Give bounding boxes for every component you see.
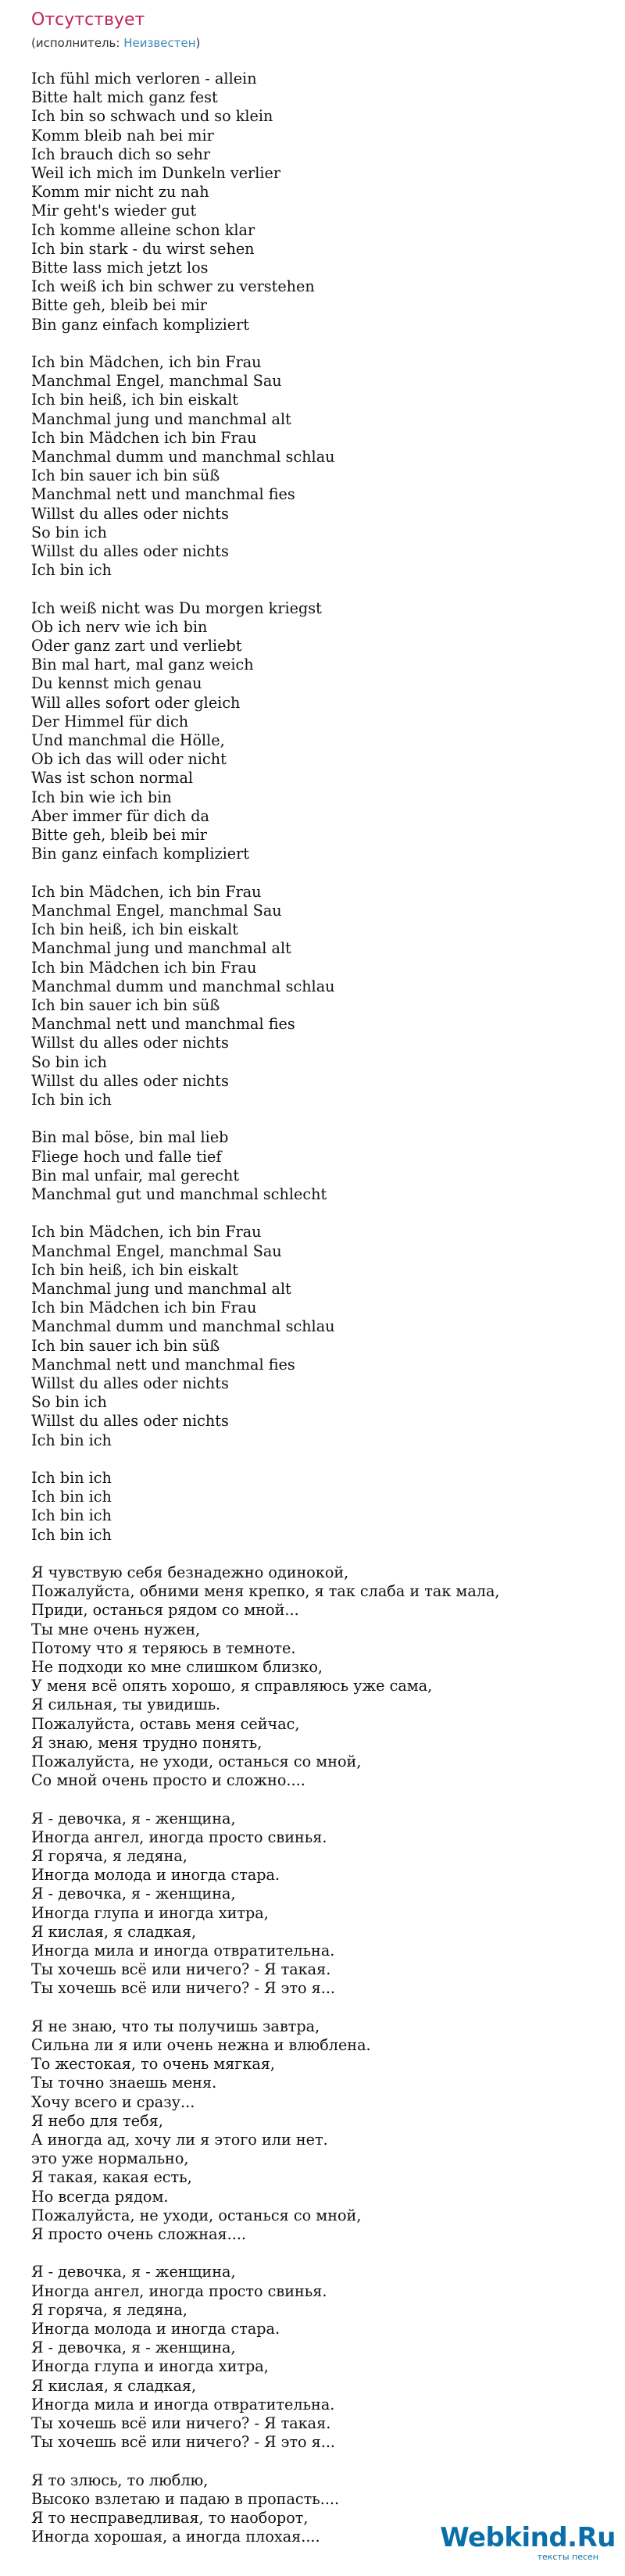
lyric-line: Ob ich nerv wie ich bin	[31, 617, 208, 636]
lyric-line: So bin ich	[31, 523, 107, 541]
lyric-line: Я знаю, меня трудно понять,	[31, 1733, 262, 1752]
lyric-line: Ich bin stark - du wirst sehen	[31, 239, 255, 258]
lyric-line: Ich bin heiß, ich bin eiskalt	[31, 391, 238, 409]
lyric-line: Ich bin ich	[31, 561, 112, 580]
lyric-line: Und manchmal die Hölle,	[31, 731, 225, 750]
lyric-line: Иногда мила и иногда отвратительна.	[31, 1941, 335, 1960]
lyric-line: Ich bin Mädchen, ich bin Frau	[31, 353, 262, 372]
lyric-line: Ich bin ich	[31, 1431, 112, 1449]
lyric-line: Ты хочешь всё или ничего? - Я такая.	[31, 1960, 331, 1979]
lyric-line: Иногда мила и иногда отвратительна.	[31, 2395, 335, 2413]
performer-suffix: )	[195, 36, 201, 50]
lyric-line: Ich bin ich	[31, 1525, 112, 1544]
lyric-line: Komm bleib nah bei mir	[31, 126, 214, 145]
lyrics-stanza	[31, 1810, 594, 1999]
lyric-line: Я то злюсь, то люблю,	[31, 2471, 209, 2489]
lyric-line: Я кислая, я сладкая,	[31, 1922, 197, 1941]
lyric-line: Willst du alles oder nichts	[31, 1374, 229, 1392]
lyric-line: Manchmal gut und manchmal schlecht	[31, 1184, 327, 1203]
lyrics-stanza	[31, 1563, 594, 1790]
lyric-line: Ich bin wie ich bin	[31, 788, 172, 806]
lyric-line: Я сильная, ты увидишь.	[31, 1695, 221, 1714]
lyric-line: Ich bin sauer ich bin süß	[31, 1336, 220, 1355]
lyric-line: Не подходи ко мне слишком близко,	[31, 1657, 323, 1676]
lyric-line: Manchmal dumm und manchmal schlau	[31, 1317, 335, 1336]
lyric-line: Bitte geh, bleib bei mir	[31, 296, 207, 315]
lyric-line: То жестокая, то очень мягкая,	[31, 2055, 276, 2074]
lyric-line: Willst du alles oder nichts	[31, 1034, 229, 1052]
lyric-line: Ты хочешь всё или ничего? - Я это я...	[31, 1979, 336, 1998]
lyric-line: Иногда молода и иногда стара.	[31, 2320, 280, 2338]
lyric-line: Ich bin so schwach und so klein	[31, 107, 273, 126]
lyric-line: Bin mal böse, bin mal lieb	[31, 1128, 229, 1147]
lyric-line: Ich bin ich	[31, 1468, 112, 1487]
lyric-line: Ich brauch dich so sehr	[31, 145, 211, 163]
lyrics-body	[31, 70, 594, 2566]
lyric-line: Ich bin sauer ich bin süß	[31, 466, 220, 485]
lyric-line: Mir geht's wieder gut	[31, 202, 197, 220]
lyric-line: Я кислая, я сладкая,	[31, 2376, 197, 2395]
lyric-line: Bitte halt mich ganz fest	[31, 88, 218, 107]
lyrics-stanza	[31, 599, 594, 864]
lyric-line: А иногда ад, хочу ли я этого или нет.	[31, 2131, 328, 2149]
lyric-line: Willst du alles oder nichts	[31, 1412, 229, 1431]
lyric-line: Иногда глупа и иногда хитра,	[31, 1903, 269, 1922]
lyric-line: Ich bin ich	[31, 1506, 112, 1525]
lyric-line: Пожалуйста, не уходи, останься со мной,	[31, 1752, 362, 1770]
lyric-line: Иногда ангел, иногда просто свинья.	[31, 1827, 327, 1846]
lyric-line: Хочу всего и сразу...	[31, 2092, 195, 2111]
lyric-line: Der Himmel für dich	[31, 712, 189, 731]
lyric-line: Я - девочка, я - женщина,	[31, 1809, 236, 1827]
webkind-logo: Webkind.Ru	[440, 2522, 616, 2553]
lyric-line: Ты мне очень нужен,	[31, 1620, 201, 1638]
lyric-line: Я горяча, я ледяна,	[31, 2300, 188, 2319]
lyric-line: Приди, останься рядом со мной...	[31, 1601, 299, 1620]
lyric-line: Manchmal nett und manchmal fies	[31, 485, 295, 504]
performer-prefix: (исполнитель:	[31, 36, 124, 50]
lyric-line: Du kennst mich genau	[31, 674, 202, 693]
lyric-line: Manchmal dumm und manchmal schlau	[31, 448, 335, 466]
lyric-line: Пожалуйста, оставь меня сейчас,	[31, 1714, 300, 1733]
lyrics-stanza	[31, 1128, 594, 1204]
performer-link[interactable]: Неизвестен	[123, 36, 196, 50]
lyric-line: Manchmal nett und manchmal fies	[31, 1015, 295, 1034]
lyric-line: Manchmal jung und manchmal alt	[31, 1279, 291, 1298]
lyric-line: Ich fühl mich verloren - allein	[31, 70, 257, 88]
lyric-line: Manchmal jung und manchmal alt	[31, 409, 291, 428]
lyrics-stanza	[31, 2263, 594, 2452]
lyric-line: Ich bin Mädchen ich bin Frau	[31, 1299, 257, 1317]
lyric-line: Я - девочка, я - женщина,	[31, 1885, 236, 1903]
lyrics-stanza	[31, 70, 594, 334]
lyric-line: Oder ganz zart und verliebt	[31, 637, 242, 656]
lyric-line: Bin mal unfair, mal gerecht	[31, 1166, 240, 1184]
lyric-line: Ich bin sauer ich bin süß	[31, 995, 220, 1014]
lyric-line: У меня всё опять хорошо, я справляюсь уже сама,	[31, 1677, 433, 1695]
site-watermark	[440, 2522, 616, 2563]
lyric-line: Willst du alles oder nichts	[31, 542, 229, 561]
lyric-line: Потому что я теряюсь в темноте.	[31, 1638, 296, 1657]
lyric-line: Manchmal jung und manchmal alt	[31, 939, 291, 958]
performer-line	[31, 35, 200, 51]
lyrics-stanza	[31, 353, 594, 580]
lyric-line: Со мной очень просто и сложно....	[31, 1771, 305, 1790]
lyric-line: Manchmal dumm und manchmal schlau	[31, 977, 335, 995]
lyric-line: Я горяча, я ледяна,	[31, 1846, 188, 1865]
lyric-line: Will alles sofort oder gleich	[31, 693, 241, 712]
lyric-line: Я небо для тебя,	[31, 2111, 163, 2130]
lyric-line: Ты хочешь всё или ничего? - Я такая.	[31, 2414, 331, 2433]
lyric-line: Иногда хорошая, а иногда плохая....	[31, 2528, 320, 2546]
lyric-line: Manchmal Engel, manchmal Sau	[31, 901, 282, 920]
lyric-line: Bin mal hart, mal ganz weich	[31, 656, 254, 674]
song-title: Отсутствует	[31, 10, 145, 30]
lyric-line: Ich bin Mädchen ich bin Frau	[31, 958, 257, 977]
lyric-line: это уже нормально,	[31, 2149, 189, 2168]
lyric-line: Сильна ли я или очень нежна и влюблена.	[31, 2035, 371, 2054]
lyric-line: Иногда ангел, иногда просто свинья.	[31, 2281, 327, 2300]
lyric-line: Komm mir nicht zu nah	[31, 183, 209, 202]
lyric-line: Manchmal nett und manchmal fies	[31, 1355, 295, 1374]
lyric-line: So bin ich	[31, 1393, 107, 1412]
lyric-line: So bin ich	[31, 1052, 107, 1071]
lyric-line: Но всегда рядом.	[31, 2187, 169, 2206]
lyric-line: Я то несправедливая, то наоборот,	[31, 2509, 309, 2528]
lyric-line: Иногда глупа и иногда хитра,	[31, 2357, 269, 2376]
lyric-line: Ich bin Mädchen ich bin Frau	[31, 428, 257, 447]
lyric-line: Ich bin heiß, ich bin eiskalt	[31, 920, 238, 939]
lyric-line: Я просто очень сложная....	[31, 2225, 247, 2244]
lyric-line: Fliege hoch und falle tief	[31, 1147, 222, 1166]
lyric-line: Ich bin ich	[31, 1488, 112, 1506]
lyric-line: Я - девочка, я - женщина,	[31, 2338, 236, 2357]
lyric-line: Ich bin heiß, ich bin eiskalt	[31, 1260, 238, 1279]
lyric-line: Пожалуйста, не уходи, останься со мной,	[31, 2206, 362, 2224]
lyric-line: Я чувствую себя безнадежно одинокой,	[31, 1563, 349, 1581]
lyrics-stanza	[31, 883, 594, 1109]
lyric-line: Ich komme alleine schon klar	[31, 220, 255, 239]
lyric-line: Bitte lass mich jetzt los	[31, 259, 209, 277]
lyric-line: Ich bin Mädchen, ich bin Frau	[31, 882, 262, 901]
lyric-line: Willst du alles oder nichts	[31, 1071, 229, 1090]
lyric-line: Я не знаю, что ты получишь завтра,	[31, 2017, 320, 2035]
lyric-line: Bin ganz einfach kompliziert	[31, 315, 249, 334]
lyric-line: Ты хочешь всё или ничего? - Я это я...	[31, 2433, 336, 2452]
lyric-line: Высоко взлетаю и падаю в пропасть....	[31, 2489, 340, 2508]
lyrics-stanza	[31, 1223, 594, 1449]
lyric-line: Bitte geh, bleib bei mir	[31, 826, 207, 845]
lyric-line: Weil ich mich im Dunkeln verlier	[31, 164, 281, 183]
lyric-line: Ich weiß nicht was Du morgen kriegst	[31, 598, 322, 617]
lyric-line: Aber immer für dich da	[31, 806, 209, 825]
lyric-line: Ich bin Mädchen, ich bin Frau	[31, 1223, 262, 1242]
webkind-tagline: тексты песен	[537, 2552, 598, 2562]
lyric-line: Bin ganz einfach kompliziert	[31, 845, 249, 863]
lyric-line: Пожалуйста, обними меня крепко, я так слаба и так мала,	[31, 1582, 500, 1601]
lyric-line: Was ist schon normal	[31, 769, 194, 788]
lyric-line: Иногда молода и иногда стара.	[31, 1866, 280, 1885]
lyric-line: Я - девочка, я - женщина,	[31, 2263, 236, 2281]
lyric-line: Willst du alles oder nichts	[31, 504, 229, 523]
lyric-line: Я такая, какая есть,	[31, 2168, 192, 2187]
lyric-line: Ты точно знаешь меня.	[31, 2074, 217, 2092]
lyrics-stanza	[31, 2017, 594, 2244]
lyric-line: Ich weiß ich bin schwer zu verstehen	[31, 277, 315, 296]
lyric-line: Manchmal Engel, manchmal Sau	[31, 372, 282, 391]
lyrics-stanza	[31, 1469, 594, 1545]
lyric-line: Ob ich das will oder nicht	[31, 750, 227, 769]
lyric-line: Ich bin ich	[31, 1090, 112, 1109]
lyric-line: Manchmal Engel, manchmal Sau	[31, 1242, 282, 1260]
